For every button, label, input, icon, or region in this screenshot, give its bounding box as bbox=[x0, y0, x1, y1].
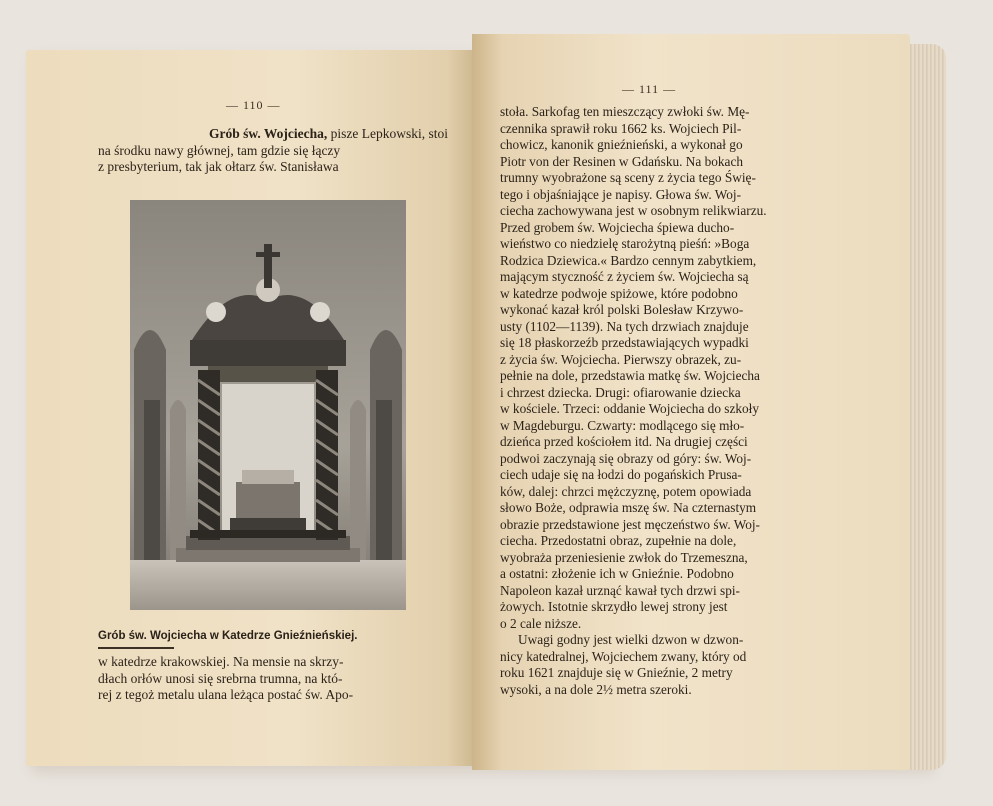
body-line: ciecha. Przedostatni obraz, zupełnie na dole, bbox=[500, 533, 737, 548]
left-intro-paragraph bbox=[98, 126, 448, 176]
body-line: a ostatni: złożenie ich w Gnieźnie. Podobno bbox=[500, 566, 734, 581]
body-line: o 2 cale niższe. bbox=[500, 615, 582, 631]
tomb-illustration bbox=[130, 200, 406, 610]
body-line: Napoleon kazał urznąć kawał tych drzwi spi- bbox=[500, 582, 740, 598]
tomb-photograph bbox=[130, 200, 406, 610]
intro-line-2: na środku nawy głównej, tam gdzie się łączy bbox=[98, 142, 341, 158]
body-line: Piotr von der Resinen w Gdańsku. Na bokach bbox=[500, 153, 743, 169]
right-page-body bbox=[500, 104, 852, 698]
body-line: się 18 płaskorzeźb przedstawiających wypadki bbox=[500, 335, 749, 350]
body-line: wyobraża przeniesienie zwłok do Trzemeszna, bbox=[500, 549, 748, 565]
body-line: Przed grobem św. Wojciecha śpiewa ducho- bbox=[500, 219, 735, 235]
body-line: nicy katedralnej, Wojciechem zwany, który od bbox=[500, 648, 747, 664]
right-page bbox=[472, 34, 910, 770]
right-page-number: — 111 — bbox=[622, 82, 677, 96]
body-line: i chrzest dziecka. Drugi: ofiarowanie dziecka bbox=[500, 384, 741, 400]
body-line: wieństwo co niedzielę starożytną pieśń: »Boga bbox=[500, 236, 750, 251]
body-line: pełnie na dole, przedstawia matkę św. Wojciecha bbox=[500, 368, 760, 383]
left-page bbox=[26, 50, 474, 766]
body-line: dzieńca przed kościołem itd. Na drugiej części bbox=[500, 434, 748, 449]
body-line: słowo Boże, odprawia mszę św. Na czternastym bbox=[500, 500, 757, 515]
bottom-line-2: dłach orłów unosi się srebrna trumna, na któ- bbox=[98, 670, 343, 686]
body-line: w katedrze podwoje spiżowe, które podobno bbox=[500, 285, 738, 301]
body-line: Uwagi godny jest wielki dzwon w dzwon- bbox=[518, 632, 744, 647]
body-line: wysoki, a na dole 2½ metra szeroki. bbox=[500, 681, 692, 697]
body-line: mającym styczność z życiem św. Wojciecha są bbox=[500, 269, 749, 284]
body-line: trumny wyobrażone są sceny z życia tego Świę- bbox=[500, 170, 756, 185]
left-page-number: — 110 — bbox=[226, 98, 281, 112]
bottom-line-3: rej z tegoż metalu ulana leżąca postać św. Apo- bbox=[98, 687, 354, 702]
intro-heading: Grób św. Wojciecha, bbox=[208, 126, 328, 141]
body-line: roku 1621 znajduje się w Gnieźnie, 2 metry bbox=[500, 665, 733, 680]
intro-line-3: z presbyterium, tak jak ołtarz św. Stanisława bbox=[98, 159, 339, 174]
body-line: chowicz, kanonik gnieźnieński, a wykonał go bbox=[500, 137, 743, 152]
body-line: w Magdeburgu. Czwarty: modlącego się mło- bbox=[500, 417, 745, 433]
body-line: obrazie przedstawione jest męczeństwo św. Woj- bbox=[500, 516, 760, 532]
left-bottom-paragraph bbox=[98, 654, 448, 704]
body-line: w kościele. Trzeci: oddanie Wojciecha do szkoły bbox=[500, 401, 760, 416]
body-line: ciech udaje się na łodzi do pogańskich Prusa- bbox=[500, 467, 742, 482]
body-line: Rodzica Dziewica.« Bardzo cennym zabytkiem, bbox=[500, 252, 757, 268]
body-line: stoła. Sarkofag ten mieszczący zwłoki św. Mę- bbox=[500, 104, 750, 119]
intro-line-1: Grób św. Wojciecha, pisze Lepkowski, stoi bbox=[208, 126, 448, 141]
body-line: usty (1102—1139). Na tych drzwiach znajduje bbox=[500, 318, 749, 334]
body-line: czennika sprawił roku 1662 ks. Wojciech Pil- bbox=[500, 120, 742, 136]
body-line: ków, dalej: chrzci mężczyznę, potem opowiada bbox=[500, 483, 752, 499]
photo-caption: Grób św. Wojciecha w Katedrze Gnieźnieńskiej. bbox=[98, 630, 358, 642]
caption-underline bbox=[98, 647, 174, 649]
body-line: podwoi zaczynają się obrazy od góry: św. Woj- bbox=[500, 450, 752, 466]
bottom-line-1: w katedrze krakowskiej. Na mensie na skrzy- bbox=[98, 654, 344, 669]
body-line: żowych. Istotnie skrzydło lewej strony jest bbox=[500, 599, 728, 614]
body-line: z życia św. Wojciecha. Pierwszy obrazek, zu- bbox=[500, 351, 742, 367]
body-line: ciecha zachowywana jest w osobnym relikwiarzu. bbox=[500, 203, 767, 218]
body-line: wykonać kazał król polski Bolesław Krzywo- bbox=[500, 302, 744, 317]
body-line: tego i objaśniające je napisy. Głowa św. Woj- bbox=[500, 186, 742, 202]
